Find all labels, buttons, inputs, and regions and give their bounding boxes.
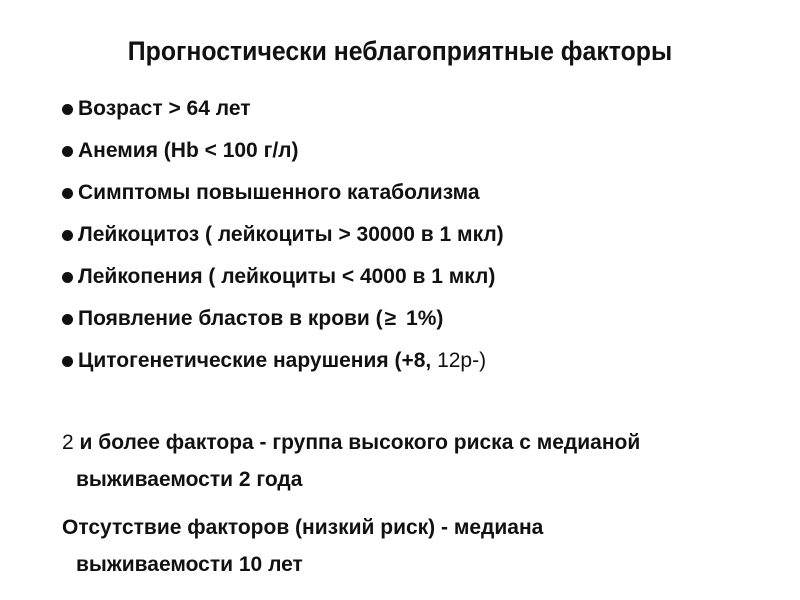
bullet-text-before: Появление бластов в крови ( xyxy=(78,307,383,330)
low-risk-note xyxy=(62,515,782,578)
list-item xyxy=(62,180,504,205)
list-item xyxy=(62,96,504,121)
bullet-icon xyxy=(62,146,73,157)
bullet-text-after: 1%) xyxy=(400,307,444,330)
list-item xyxy=(62,264,504,289)
bullet-text: Анемия (Hb < 100 г/л) xyxy=(78,139,299,162)
note-line2: выживаемости 2 года xyxy=(76,468,303,491)
list-item xyxy=(62,306,504,331)
bullet-text: Лейкопения ( лейкоциты < 4000 в 1 мкл) xyxy=(78,265,496,288)
greater-or-equal-symbol: ≥ xyxy=(384,307,397,330)
note-line1: Отсутствие факторов (низкий риск) - медиана xyxy=(62,516,544,539)
bullet-text: Лейкоцитоз ( лейкоциты > 30000 в 1 мкл) xyxy=(78,223,504,246)
note-line1: и более фактора - группа высокого риска с медианой xyxy=(73,431,641,454)
note-line2: выживаемости 10 лет xyxy=(76,553,303,576)
bullet-icon xyxy=(62,188,73,199)
list-item xyxy=(62,138,504,163)
high-risk-note xyxy=(62,430,782,493)
bullet-icon xyxy=(62,104,73,115)
bullet-text-bold: Цитогенетические нарушения (+8, xyxy=(78,349,438,372)
risk-factor-list xyxy=(62,96,504,390)
list-item xyxy=(62,348,504,373)
slide-title: Прогностически неблагоприятные факторы xyxy=(127,36,673,66)
bullet-icon xyxy=(62,356,73,367)
bullet-text: Возраст > 64 лет xyxy=(78,97,251,120)
list-item xyxy=(62,222,504,247)
bullet-icon xyxy=(62,272,73,283)
note-prefix: 2 xyxy=(62,431,74,454)
bullet-icon xyxy=(62,230,73,241)
bullet-text-normal: 12p-) xyxy=(437,349,487,372)
bullet-icon xyxy=(62,314,73,325)
bullet-text: Симптомы повышенного катаболизма xyxy=(78,181,480,204)
